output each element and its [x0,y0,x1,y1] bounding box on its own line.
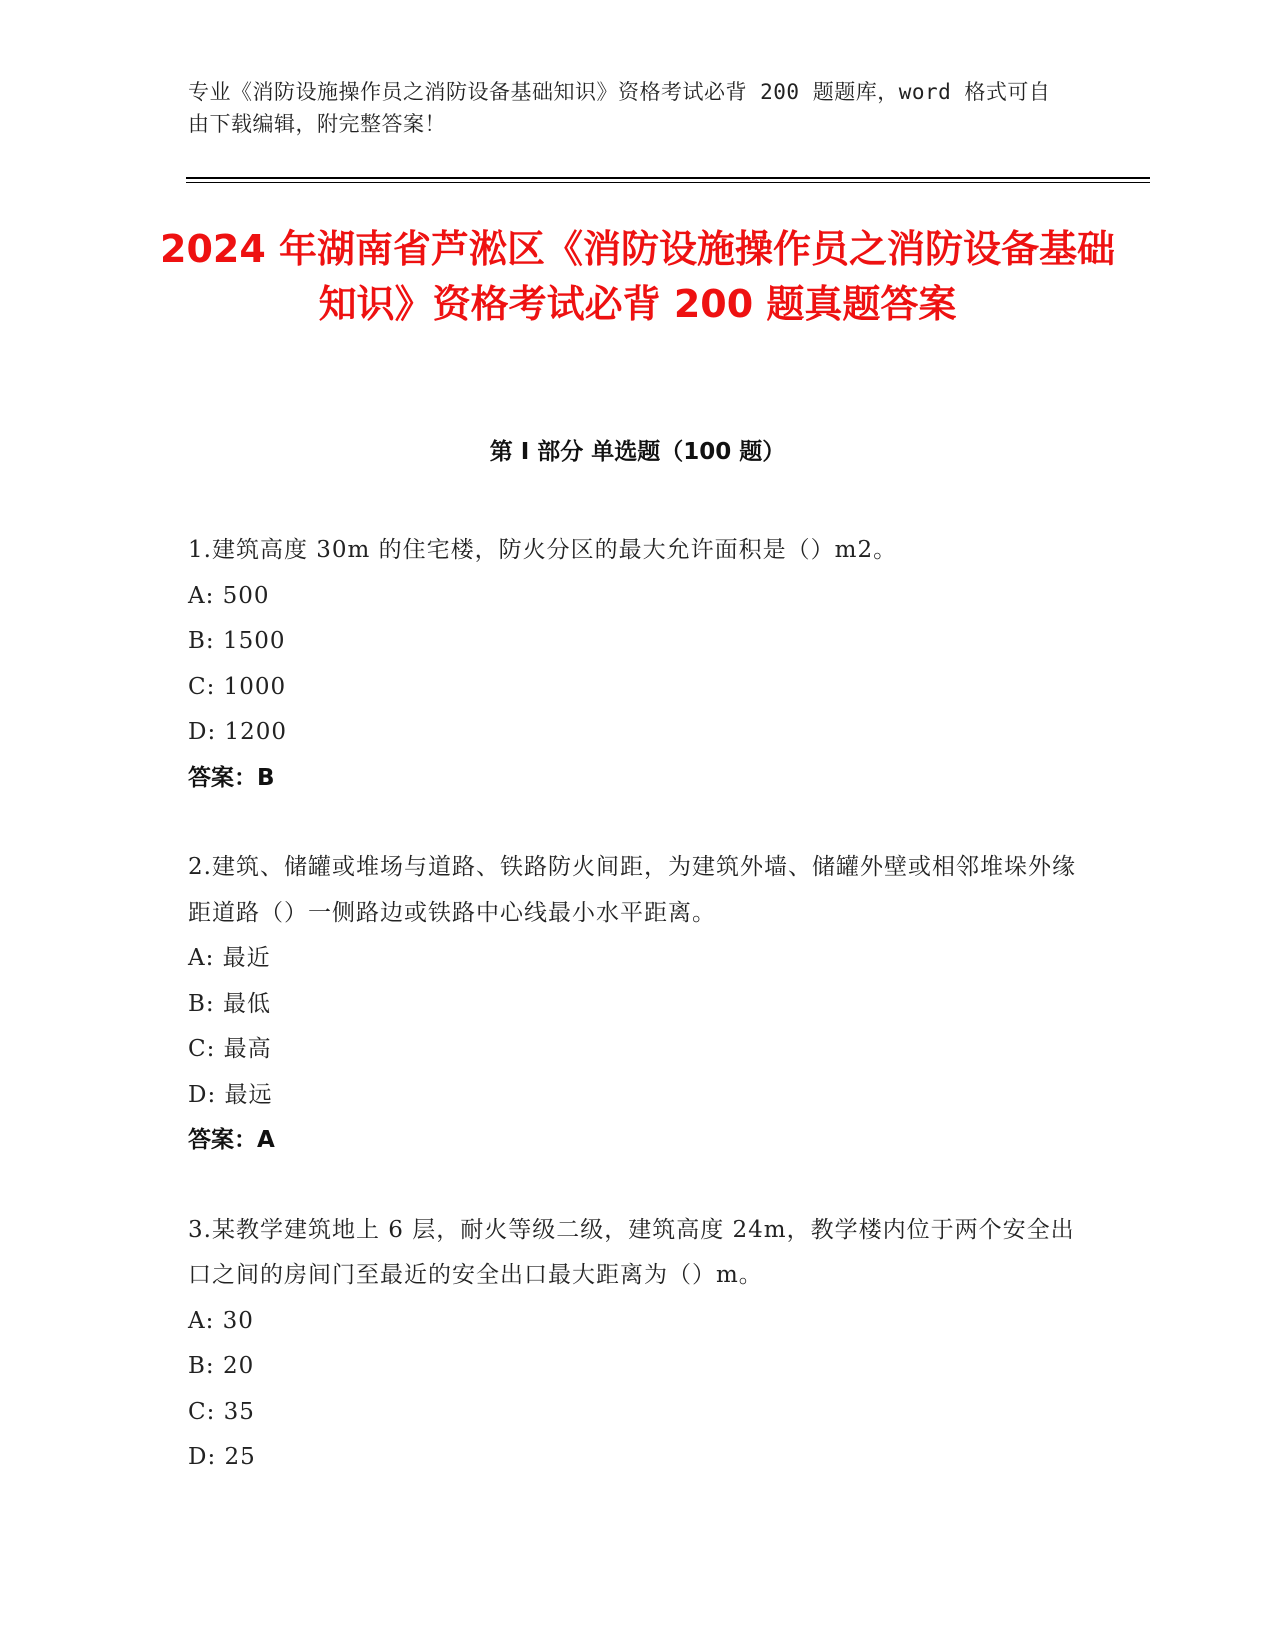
header-note: 专业《消防设施操作员之消防设备基础知识》资格考试必背 200 题题库，word 格式可自由下载编辑，附完整答案！ [188,80,1051,136]
option-c: C: 最高 [188,1036,272,1062]
option-b: B: 20 [188,1353,255,1379]
question-1 [188,528,1088,801]
question-stem: 3.某教学建筑地上 6 层，耐火等级二级，建筑高度 24m，教学楼内位于两个安全出口之间的房间门至最近的安全出口最大距离为（）m。 [188,1216,1075,1288]
question-2 [188,845,1088,1164]
option-b: B: 最低 [188,990,271,1017]
header-divider-thick [186,177,1150,179]
header-divider-thin [186,182,1150,183]
option-a: A: 500 [188,582,270,609]
answer-line: 答案：B [188,764,275,791]
option-a: A: 30 [188,1307,254,1334]
question-stem: 1.建筑高度 30m 的住宅楼，防火分区的最大允许面积是（）m2。 [188,537,898,563]
document-title: 2024 年湖南省芦淞区《消防设施操作员之消防设备基础知识》资格考试必背 200 题真题答案 [160,227,1115,326]
option-d: D: 1200 [188,719,288,745]
option-d: D: 最远 [188,1081,273,1108]
question-stem: 2.建筑、储罐或堆场与道路、铁路防火间距，为建筑外墙、储罐外壁或相邻堆垛外缘距道路（）一侧路边或铁路中心线最小水平距离。 [188,854,1076,926]
option-c: C: 35 [188,1398,255,1425]
option-c: C: 1000 [188,673,287,700]
option-a: A: 最近 [188,945,271,971]
question-list [188,528,1088,1525]
option-d: D: 25 [188,1444,256,1470]
section-heading: 第 I 部分 单选题（100 题） [489,439,786,465]
answer-line: 答案：A [188,1127,275,1153]
question-3 [188,1208,1088,1481]
option-b: B: 1500 [188,628,286,654]
